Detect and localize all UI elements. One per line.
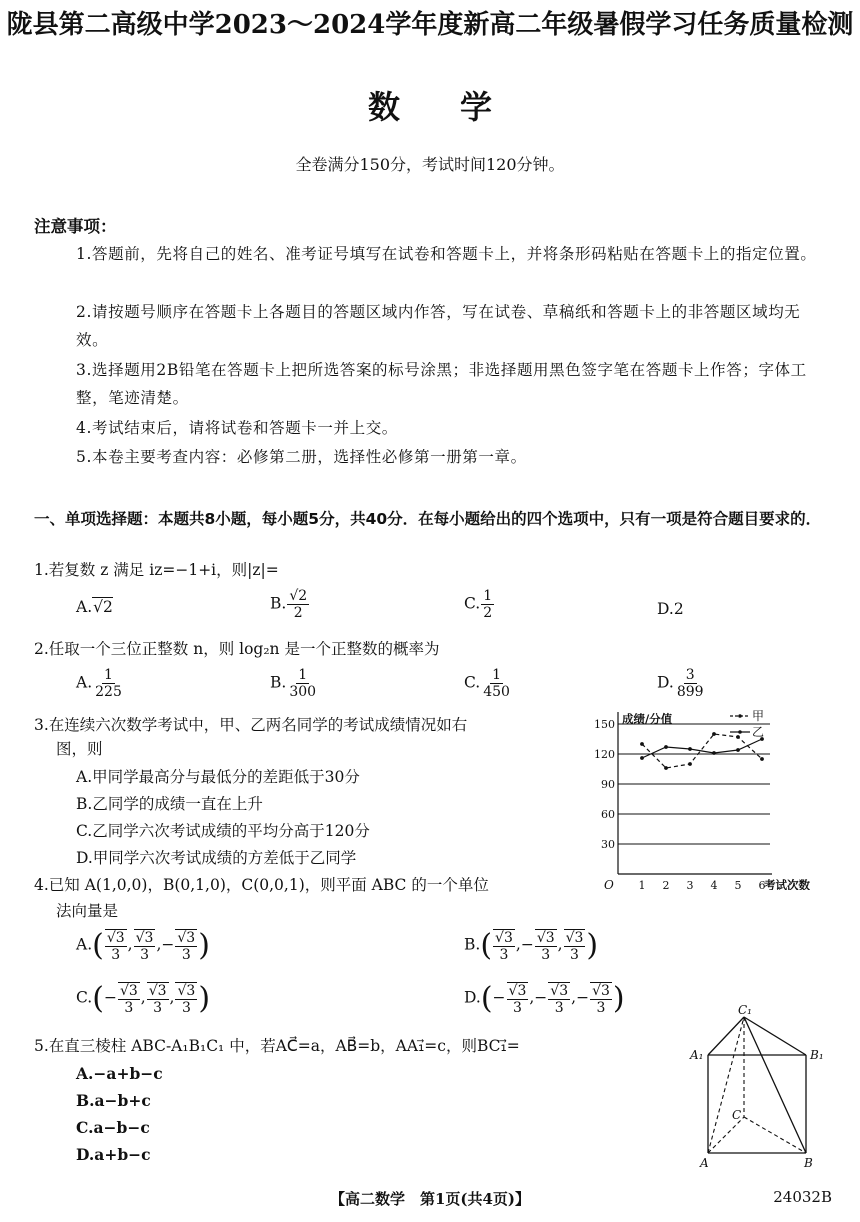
q1-option-b: B. $\frac{√2}{2}$ [270, 588, 308, 621]
exam-code: 24032B [773, 1188, 832, 1206]
q4-stem-line2: 法向量是 [56, 902, 119, 920]
q1-stem: 1.若复数 z 满足 iz=−1+i，则|z|= [34, 561, 279, 579]
series-point-jia [640, 742, 644, 746]
q5-option-b: B.a−b+c [76, 1091, 151, 1110]
label-b1: B₁ [810, 1048, 824, 1062]
q5-option-c: C.a−b−c [76, 1118, 150, 1137]
note-5: 5.本卷主要考查内容：必修第二册，选择性必修第一册第一章。 [76, 448, 527, 466]
x-tick-label: 5 [734, 879, 742, 890]
y-axis-label: 成绩/分值 [622, 712, 673, 726]
q4-option-d: D.(− $\frac{√3}{3}$ ,− $\frac{√3}{3}$ ,− $\frac{√3}{3}$ ) [464, 981, 625, 1016]
y-tick-label: 30 [601, 838, 615, 851]
x-axis-label: 考试次数 [764, 878, 810, 890]
q3-stem-line2: 图，则 [56, 740, 103, 758]
label-a1: A₁ [690, 1048, 704, 1062]
legend-label: 甲 [752, 709, 765, 723]
q4-option-c: C.(− $\frac{√3}{3}$ , $\frac{√3}{3}$ , $\frac{√3}{3}$ ) [76, 981, 211, 1016]
q4-option-b: B.( $\frac{√3}{3}$ ,− $\frac{√3}{3}$ , $\frac{√3}{3}$ ) [464, 928, 599, 963]
q3-option-d: D.甲同学六次考试成绩的方差低于乙同学 [76, 849, 357, 867]
label-c: C [732, 1108, 742, 1122]
prism-diagram [686, 1005, 836, 1175]
q5-stem: 5.在直三棱柱 ABC-A₁B₁C₁ 中，若AC⃗=a，AB⃗=b，AA₁⃗=c，则BC₁⃗= [34, 1037, 520, 1055]
x-tick-label: 3 [686, 879, 694, 890]
notes-title: 注意事项： [34, 217, 117, 236]
q3-option-a: A.甲同学最高分与最低分的差距低于30分 [76, 768, 360, 786]
series-point-yi [664, 745, 668, 749]
x-tick-label: 6 [758, 879, 766, 890]
legend-dot-yi [738, 730, 742, 734]
segment-bc1 [744, 1017, 806, 1153]
y-tick-label: 150 [594, 718, 615, 731]
q4-option-a: A.( $\frac{√3}{3}$ , $\frac{√3}{3}$ ,− $\frac{√3}{3}$ ) [76, 928, 210, 963]
origin-label: O [604, 878, 614, 890]
note-1: 1.答题前，先将自己的姓名、准考证号填写在试卷和答题卡上，并将条形码粘贴在答题卡上的指定位置。 [76, 245, 817, 263]
q2-stem: 2.任取一个三位正整数 n，则 log₂n 是一个正整数的概率为 [34, 640, 440, 658]
note-4: 4.考试结束后，请将试卷和答题卡一并上交。 [76, 419, 398, 437]
q1-option-a: A.√2 [76, 598, 113, 616]
q2-option-a: A. $\frac{1}{225}$ [76, 667, 122, 700]
page-footer: 【高二数学 第1页(共4页)】 [329, 1190, 531, 1208]
q2-option-c: C. $\frac{1}{450}$ [464, 667, 510, 700]
q5-option-a: A.−a+b−c [76, 1064, 163, 1083]
q3-option-c: C.乙同学六次考试成绩的平均分高于120分 [76, 822, 370, 840]
q3-score-chart [592, 708, 828, 890]
q4-stem-line1: 4.已知 A(1,0,0)，B(0,1,0)，C(0,0,1)，则平面 ABC 的一个单位 [34, 876, 489, 894]
series-point-jia [760, 757, 764, 761]
legend-label: 乙 [752, 725, 765, 739]
q3-option-b: B.乙同学的成绩一直在上升 [76, 795, 263, 813]
exam-title: 陇县第二高级中学2023～2024学年度新高二年级暑假学习任务质量检测 [6, 10, 854, 40]
legend-dot-jia [738, 714, 742, 718]
y-tick-label: 120 [594, 748, 615, 761]
series-point-yi [736, 748, 740, 752]
x-tick-label: 2 [662, 879, 670, 890]
edge-cb [744, 1117, 806, 1153]
q3-stem-line1: 3.在连续六次数学考试中，甲、乙两名同学的考试成绩情况如右 [34, 716, 468, 734]
edge-ac [708, 1117, 744, 1153]
series-point-yi [640, 756, 644, 760]
segment-ac1 [708, 1017, 744, 1153]
series-point-jia [664, 766, 668, 770]
label-a: A [700, 1156, 709, 1170]
y-tick-label: 90 [601, 778, 615, 791]
label-c1: C₁ [738, 1005, 752, 1017]
series-point-yi [688, 747, 692, 751]
series-point-jia [736, 735, 740, 739]
note-2: 2.请按题号顺序在答题卡上各题目的答题区域内作答，写在试卷、草稿纸和答题卡上的非答题区域均无效。 [76, 303, 801, 349]
q1-option-c: C. $\frac{1}{2}$ [464, 588, 493, 621]
exam-meta: 全卷满分150分，考试时间120分钟。 [295, 155, 565, 174]
q1-option-d: D.2 [657, 600, 684, 618]
x-tick-label: 4 [710, 879, 718, 890]
subject-title: 数学 [367, 88, 552, 126]
label-b: B [804, 1156, 813, 1170]
x-tick-label: 1 [638, 879, 646, 890]
q2-option-b: B. $\frac{1}{300}$ [270, 667, 317, 700]
y-tick-label: 60 [601, 808, 615, 821]
series-point-jia [712, 732, 716, 736]
series-point-jia [688, 762, 692, 766]
q2-option-d: D. $\frac{3}{899}$ [657, 667, 704, 700]
note-3: 3.选择题用2B铅笔在答题卡上把所选答案的标号涂黑；非选择题用黑色签字笔在答题卡上作答；字体工整，笔迹清楚。 [76, 361, 807, 407]
series-point-yi [712, 751, 716, 755]
section-1-title: 一、单项选择题：本题共8小题，每小题5分，共40分．在每小题给出的四个选项中，只有一项是符合题目要求的． [34, 510, 822, 528]
q5-option-d: D.a+b−c [76, 1145, 151, 1164]
